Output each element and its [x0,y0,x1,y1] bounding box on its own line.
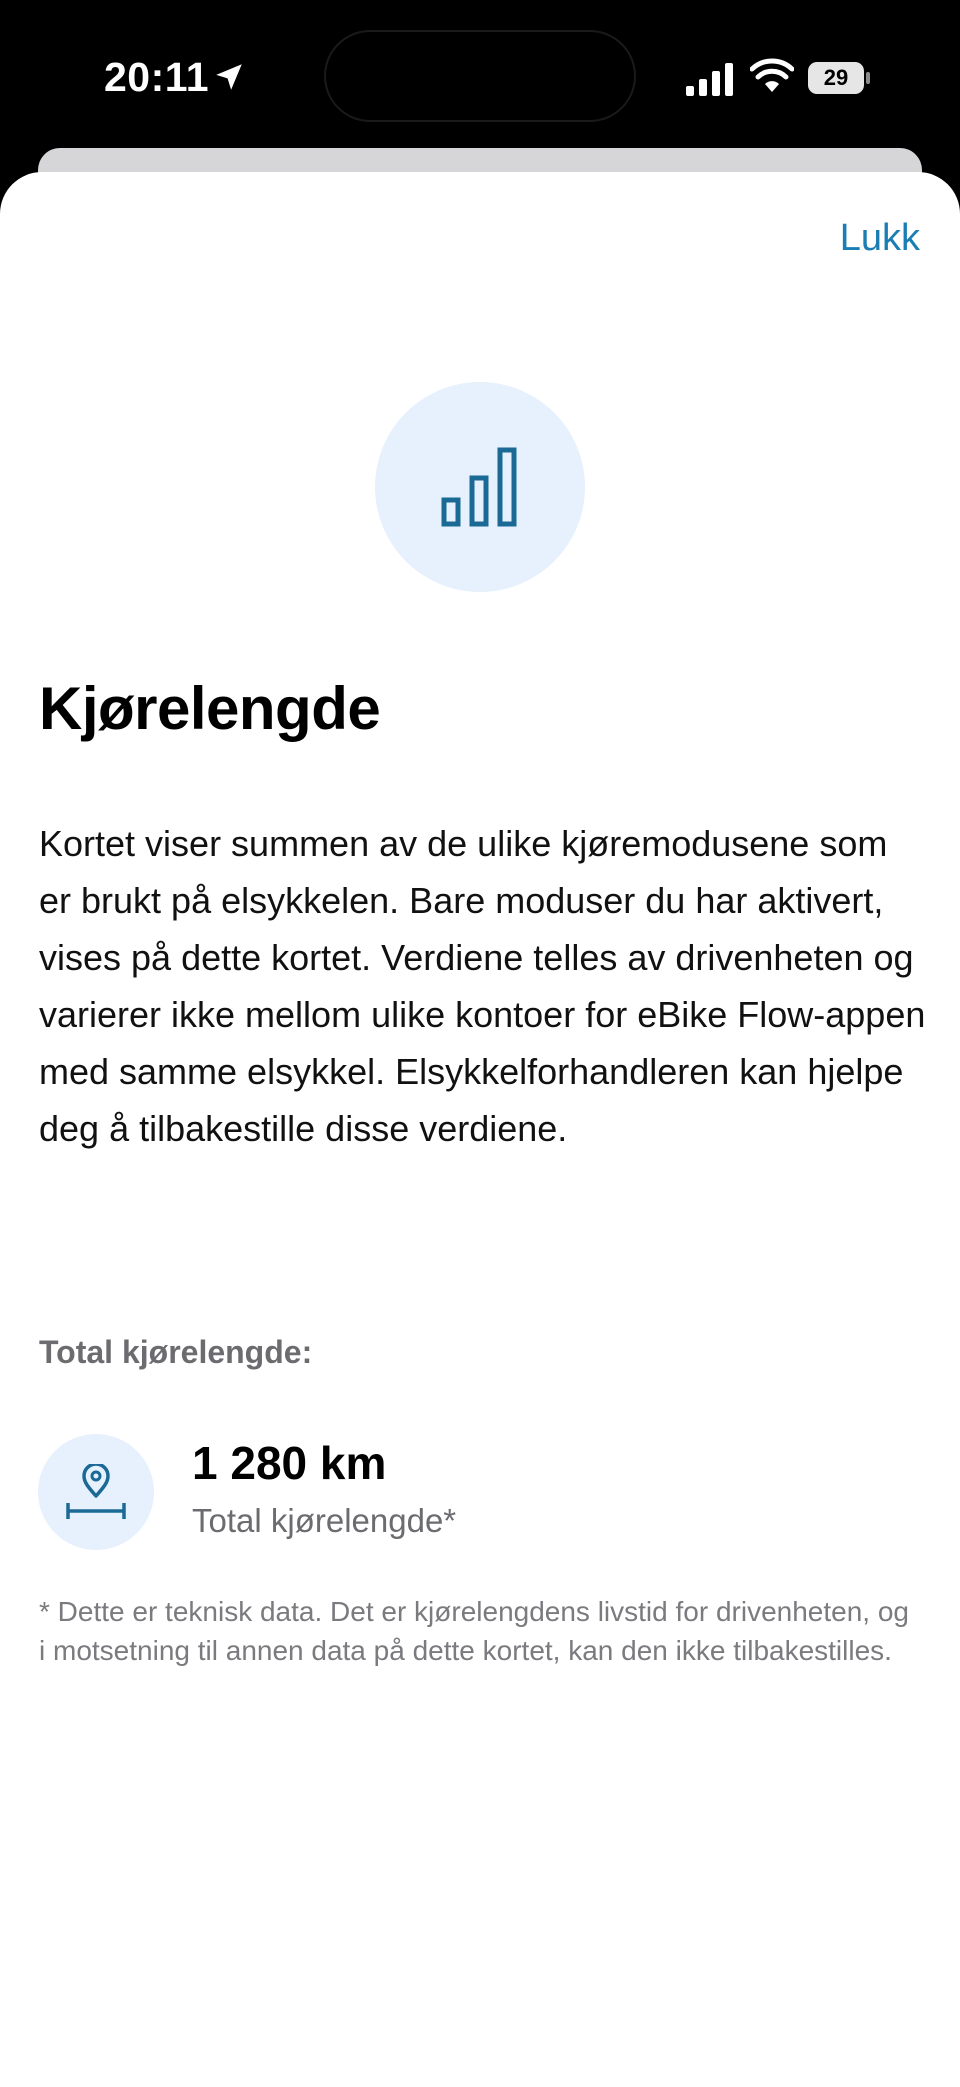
distance-pin-icon [64,1464,128,1520]
total-distance-value: 1 280 km [192,1437,387,1489]
close-button[interactable]: Lukk [839,217,920,259]
location-arrow-icon [212,60,246,94]
status-bar [0,0,960,150]
page-title: Kjørelengde [39,675,381,742]
stat-icon-circle [38,1434,154,1550]
description-text: Kortet viser summen av de ulike kjøremodusene som er brukt på elsykkelen. Bare moduser du har aktivert, vises på dette kortet. Verdiene telles av drivenheten og varierer ikke mellom ulike kontoer for eBike Flow-appen med samme elsykkel. Elsykkelforhandleren kan hjelpe deg å tilbakestille disse verdiene. [39,823,926,1149]
wifi-icon [750,58,794,94]
bar-chart-icon [439,444,521,530]
battery-level: 29 [823,65,849,90]
battery-icon [808,62,870,94]
total-distance-label: Total kjørelengde* [192,1502,457,1539]
hero-icon-circle [375,382,585,592]
dynamic-island [324,30,636,122]
footnote-text: * Dette er teknisk data. Det er kjørelengdens livstid for drivenheten, og i motsetning til annen data på dette kortet, kan den ikke tilbakestilles. [39,1596,909,1666]
status-time: 20:11 [104,54,210,100]
battery-nub [866,72,870,84]
info-sheet [0,172,960,2087]
cellular-signal-icon [684,62,736,96]
section-label: Total kjørelengde: [39,1334,313,1370]
